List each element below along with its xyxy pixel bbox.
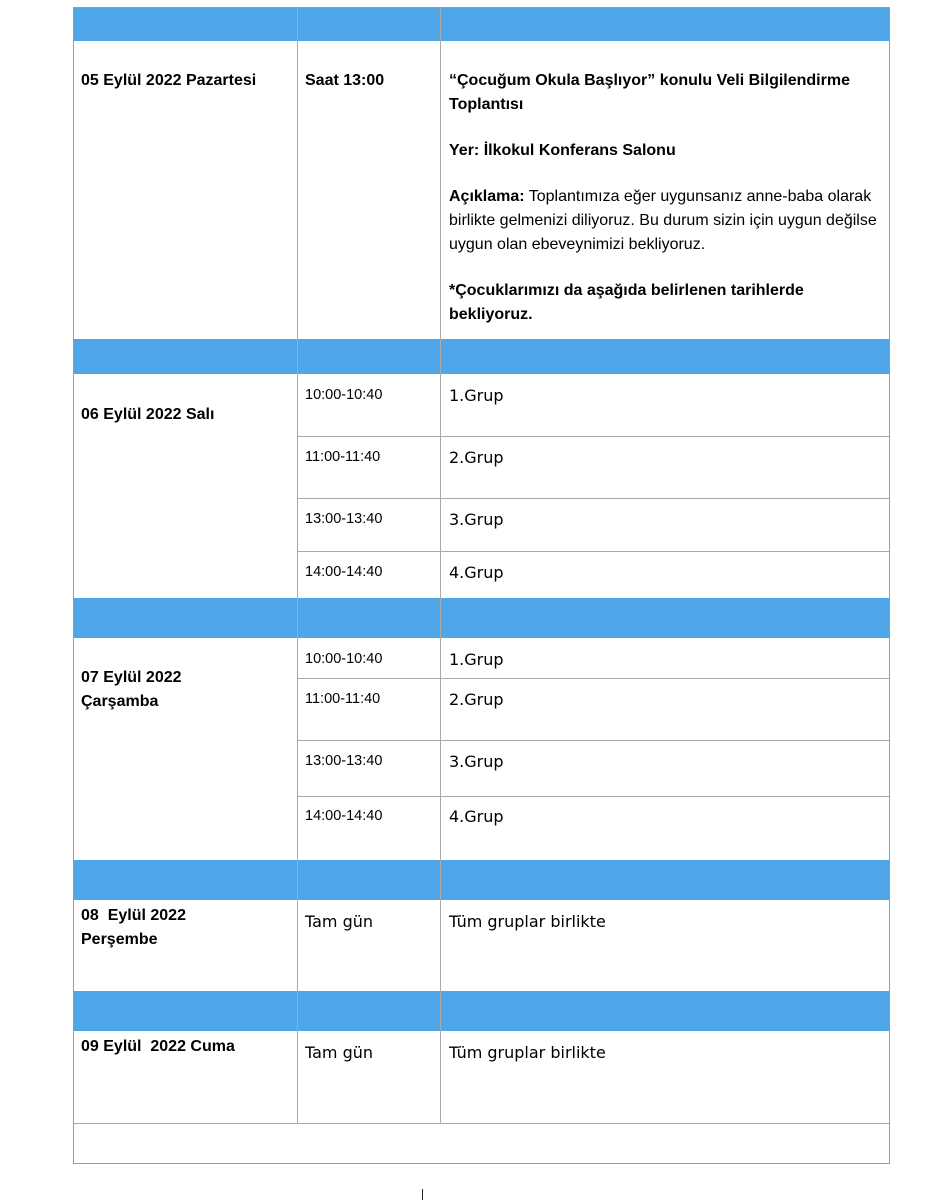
slot-group: 1.Grup xyxy=(449,650,504,669)
slot-time: 11:00-11:40 xyxy=(305,691,381,707)
meeting-note-label: Açıklama: xyxy=(449,188,525,205)
day-date-line: Perşembe xyxy=(81,931,158,948)
slot-time: 10:00-10:40 xyxy=(305,387,383,403)
meeting-title: “Çocuğum Okula Başlıyor” konulu Veli Bilgilendirme Toplantısı xyxy=(449,72,850,113)
slot-group: 4.Grup xyxy=(449,807,504,826)
slot-time: 14:00-14:40 xyxy=(305,564,383,580)
slot-group: 2.Grup xyxy=(449,690,504,709)
slot-group: 4.Grup xyxy=(449,563,504,582)
meeting-note xyxy=(449,185,887,257)
slot-group: 3.Grup xyxy=(449,510,504,529)
meeting-place: Yer: İlkokul Konferans Salonu xyxy=(449,142,676,159)
slot-time: 13:00-13:40 xyxy=(305,753,383,769)
slot-group: Tüm gruplar birlikte xyxy=(449,1043,606,1062)
children-note: *Çocuklarımızı da aşağıda belirlenen tarihlerde bekliyoruz. xyxy=(449,282,804,323)
schedule-table xyxy=(73,7,890,1164)
slot-time: 13:00-13:40 xyxy=(305,511,383,527)
slot-time: Tam gün xyxy=(305,1043,374,1062)
slot-time: 11:00-11:40 xyxy=(305,449,381,465)
text-cursor-mark xyxy=(422,1189,423,1200)
day-date-line: 08 Eylül 2022 xyxy=(81,907,186,924)
meeting-details xyxy=(449,69,887,327)
slot-time: 14:00-14:40 xyxy=(305,808,383,824)
slot-time: 10:00-10:40 xyxy=(305,651,383,667)
meeting-date: 05 Eylül 2022 Pazartesi xyxy=(81,72,257,89)
slot-group: 3.Grup xyxy=(449,752,504,771)
slot-group: Tüm gruplar birlikte xyxy=(449,912,606,931)
day-date: 09 Eylül 2022 Cuma xyxy=(81,1038,235,1055)
day-date-line: Çarşamba xyxy=(81,693,159,710)
meeting-time: Saat 13:00 xyxy=(305,72,385,89)
day-date: 06 Eylül 2022 Salı xyxy=(81,406,215,423)
slot-time: Tam gün xyxy=(305,912,374,931)
slot-group: 1.Grup xyxy=(449,386,504,405)
meeting-note-text: Toplantımıza eğer uygunsanız anne-baba olarak birlikte gelmenizi diliyoruz. Bu durum sizin için uygun değilse uygun olan ebeveynimizi bekliyoruz. xyxy=(449,188,877,253)
day-date xyxy=(81,904,186,952)
day-date-line: 07 Eylül 2022 xyxy=(81,669,182,686)
slot-group: 2.Grup xyxy=(449,448,504,467)
day-date xyxy=(81,666,182,714)
